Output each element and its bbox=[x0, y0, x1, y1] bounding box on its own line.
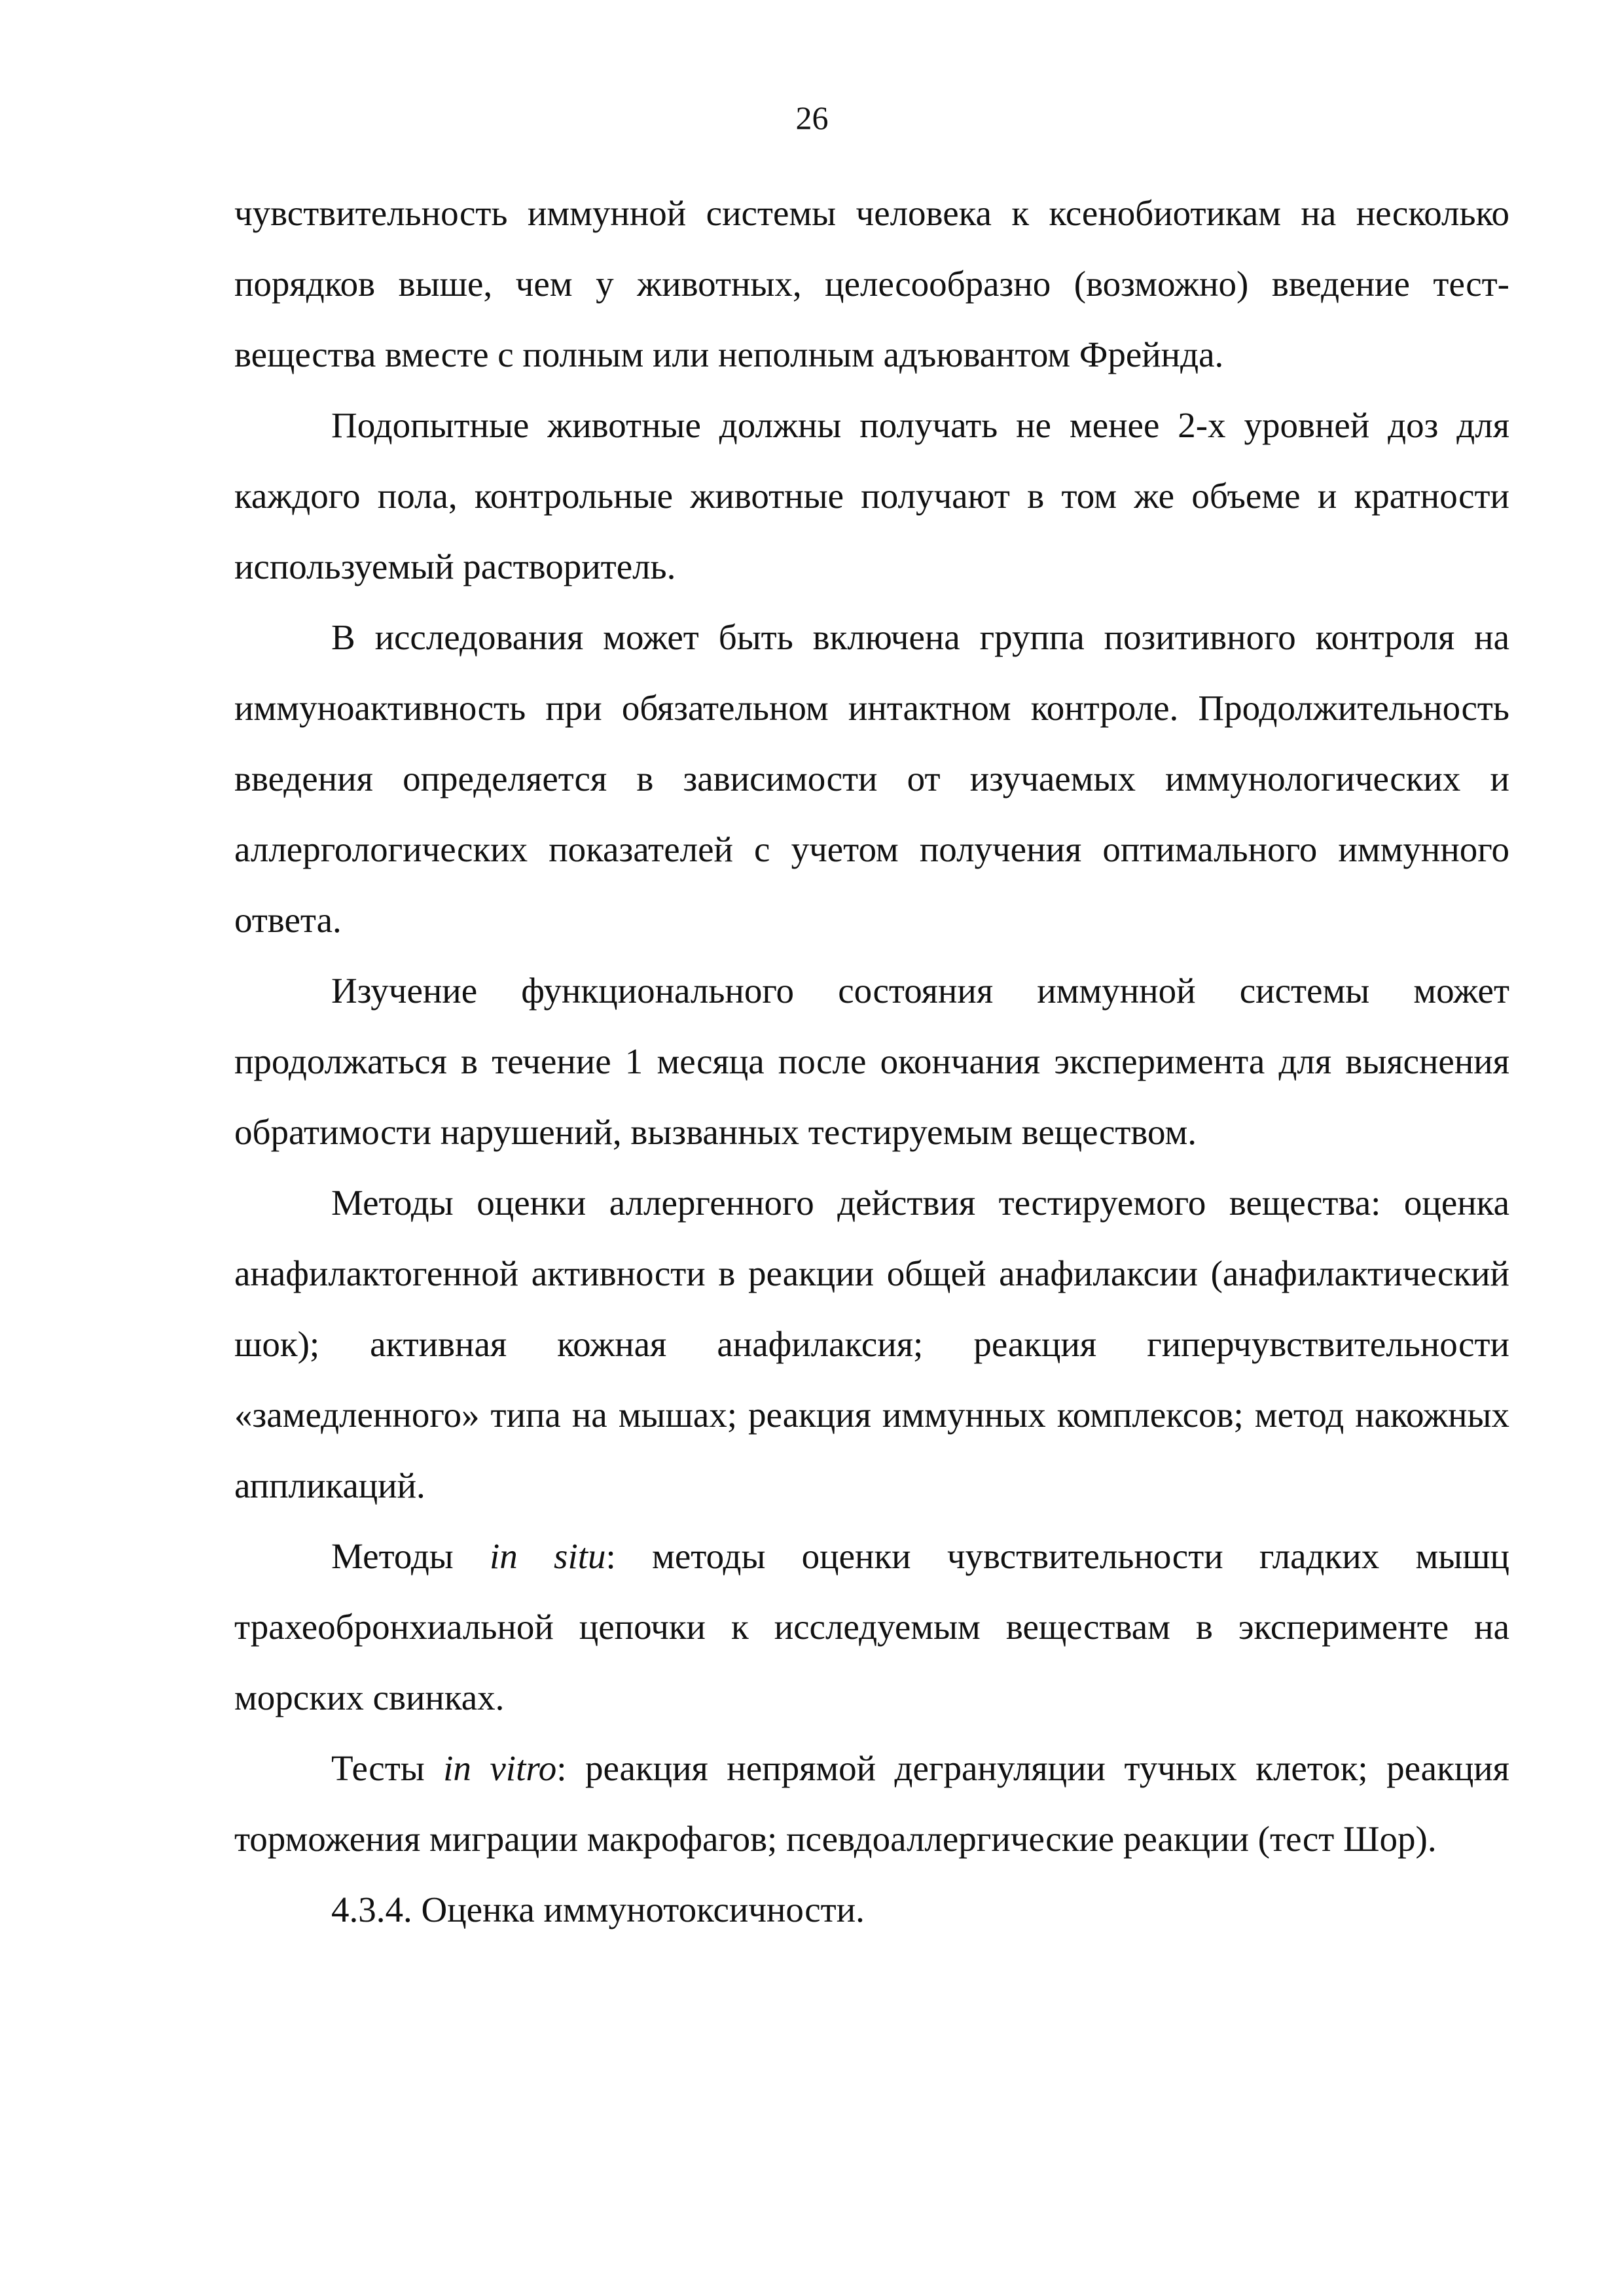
paragraph-dose-levels: Подопытные животные должны получать не менее 2-х уровней доз для каждого пола, контрольные животные получают в том же объеме и кратности используемый растворитель. bbox=[234, 405, 1509, 586]
in-vitro-text: : реакция непрямой дегрануляции тучных клеток; реакция торможения миграции макрофагов; псевдоаллергические реакции (тест Шор). bbox=[234, 1748, 1509, 1859]
body-text bbox=[234, 178, 1509, 1945]
paragraph-positive-control: В исследования может быть включена группа позитивного контроля на иммуноактивность при обязательном интактном контроле. Продолжительность введения определяется в зависимости от изучаемых иммунологических и аллергологических показателей с учетом получения оптимального иммунного ответа. bbox=[234, 617, 1509, 940]
in-situ-text: : методы оценки чувствительности гладких мышц трахеобронхиальной цепочки к исследуемым веществам в эксперименте на морских свинках. bbox=[234, 1536, 1509, 1717]
paragraph-allergenic-methods: Методы оценки аллергенного действия тестируемого вещества: оценка анафилактогенной активности в реакции общей анафилаксии (анафилактический шок); активная кожная анафилаксия; реакция гиперчувствительности «замедленного» типа на мышах; реакция иммунных комплексов; метод накожных аппликаций. bbox=[234, 1183, 1509, 1505]
in-vitro-lead: Тесты bbox=[331, 1748, 444, 1788]
paragraph-recovery-period: Изучение функционального состояния иммунной системы может продолжаться в течение 1 месяца после окончания эксперимента для выяснения обратимости нарушений, вызванных тестируемым веществом. bbox=[234, 971, 1509, 1152]
page-number: 26 bbox=[795, 99, 829, 136]
paragraph-continuation: чувствительность иммунной системы человека к ксенобиотикам на несколько порядков выше, чем у животных, целесообразно (возможно) введение тест-вещества вместе с полным или неполным адъювантом Фрейнда. bbox=[234, 193, 1509, 374]
paragraph-in-situ-methods bbox=[234, 1521, 1509, 1733]
in-situ-term: in situ bbox=[490, 1536, 606, 1576]
section-heading: 4.3.4. Оценка иммунотоксичности. bbox=[331, 1890, 865, 1929]
paragraph-in-vitro-tests bbox=[234, 1733, 1509, 1874]
in-situ-lead: Методы bbox=[331, 1536, 490, 1576]
in-vitro-term: in vitro bbox=[443, 1748, 557, 1788]
